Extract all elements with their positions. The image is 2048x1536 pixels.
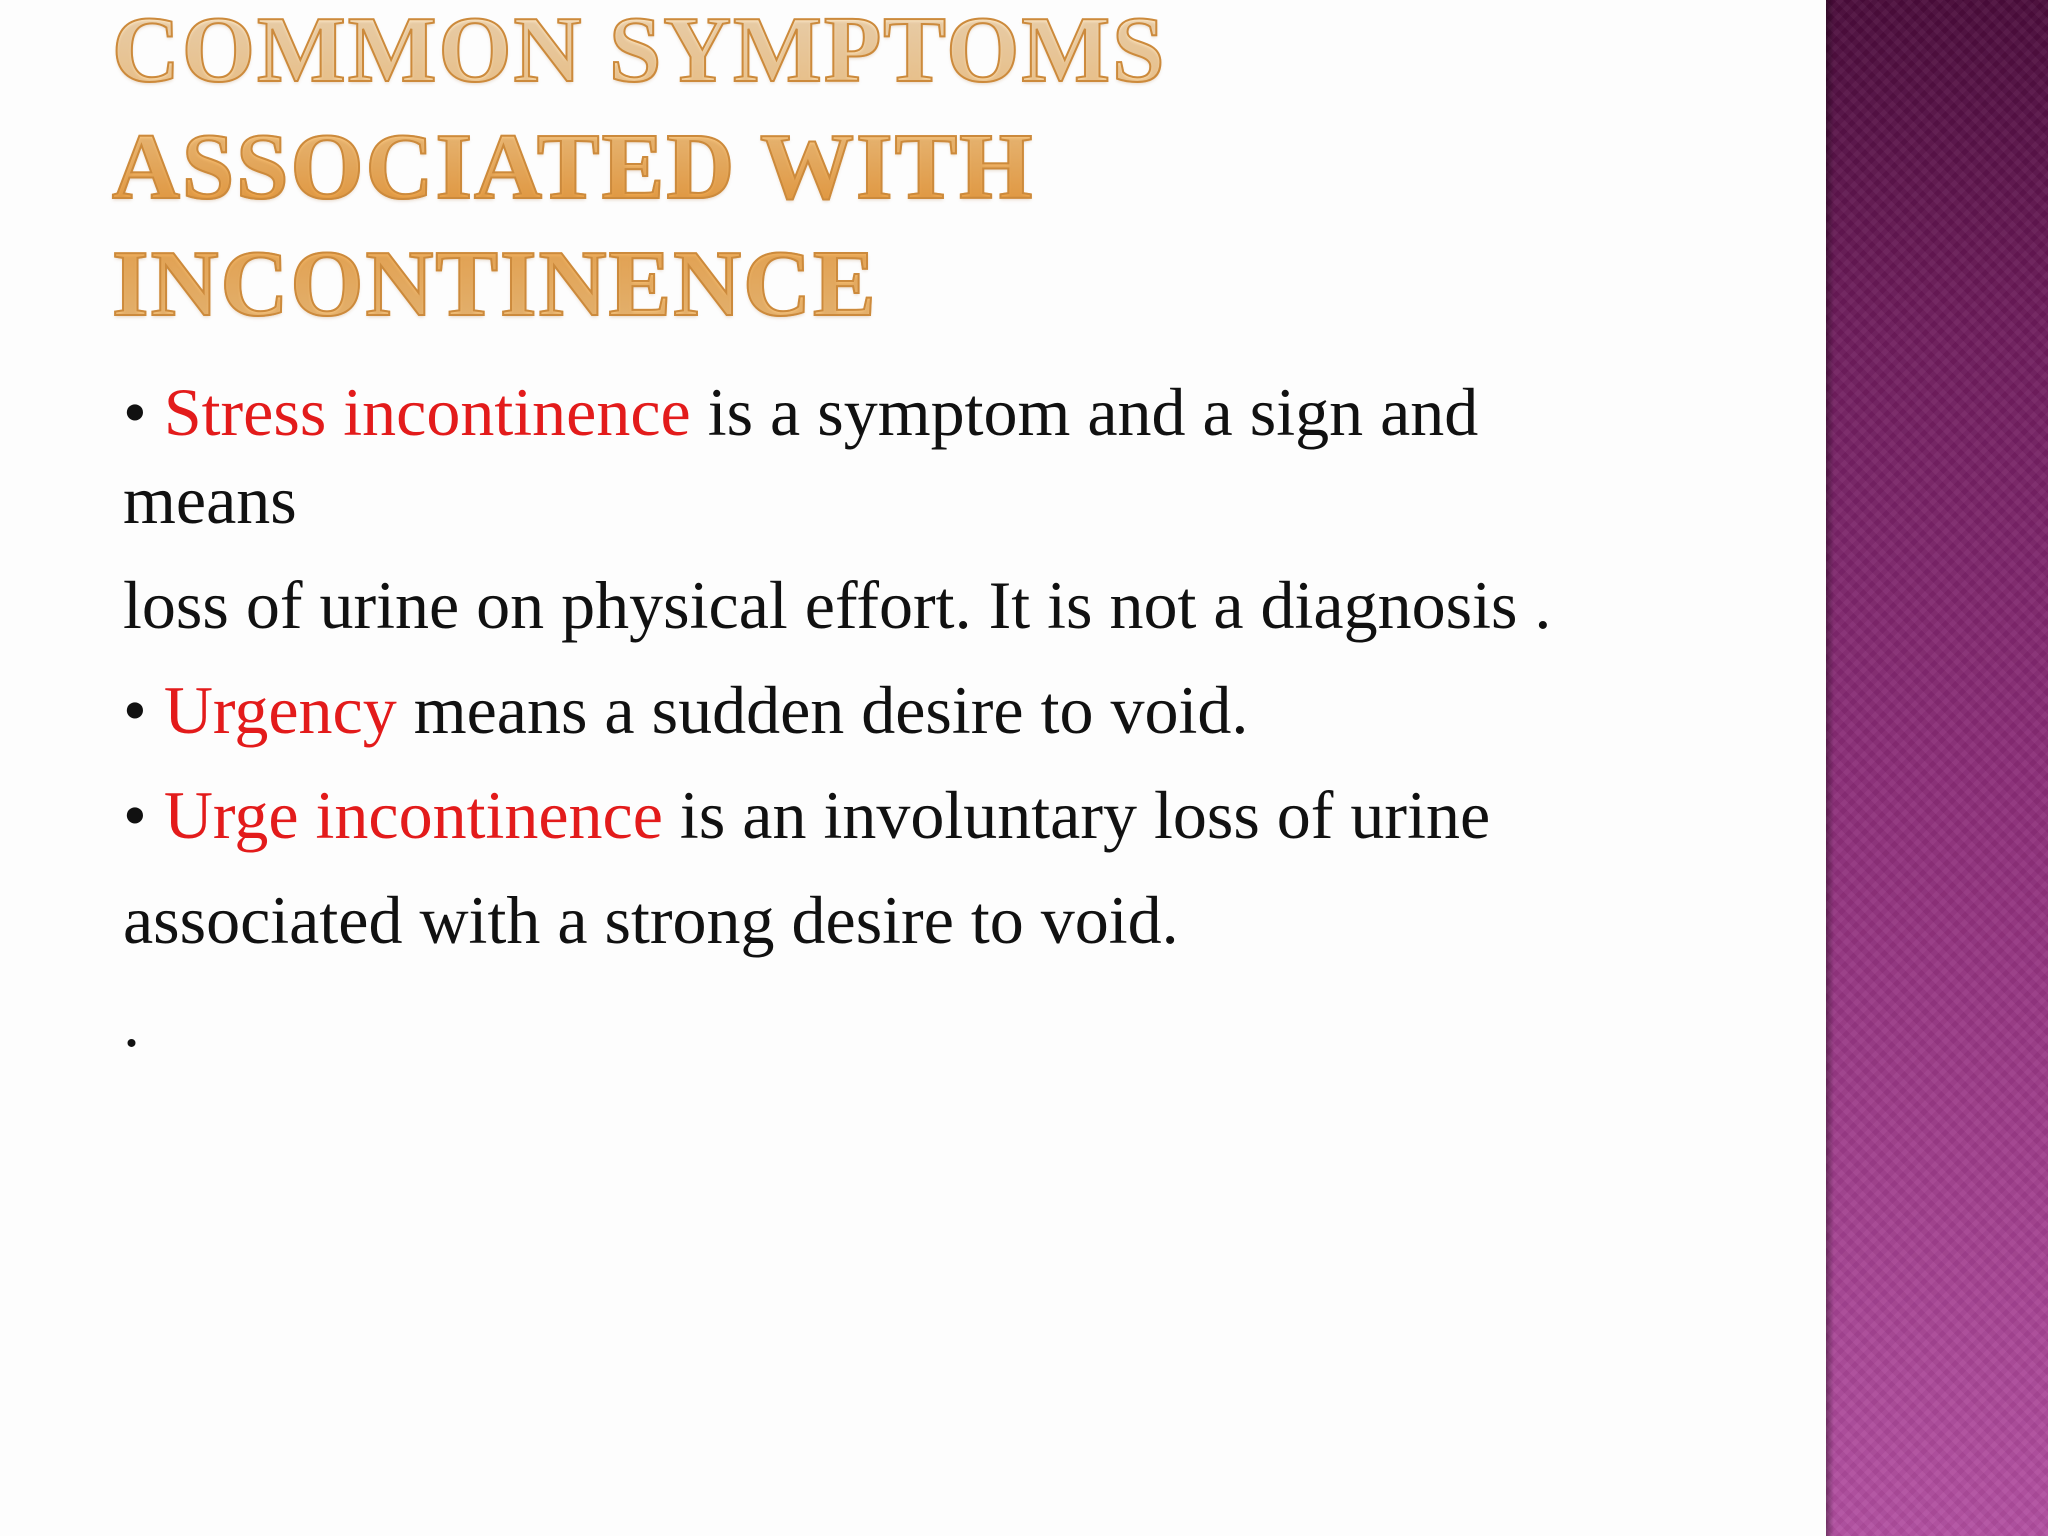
definition-text: means a sudden desire to void. — [396, 672, 1249, 748]
title-line-3: INCONTINENCE — [112, 232, 878, 336]
body-line-loss-of-urine: loss of urine on physical effort. It is not a diagnosis . — [123, 567, 1552, 643]
bullet-stress-incontinence — [123, 372, 1478, 452]
slide-title — [112, 0, 1166, 343]
bullet-marker: • — [123, 374, 164, 450]
definition-text: is an involuntary loss of urine — [662, 777, 1491, 853]
bullet-urgency — [123, 670, 1248, 750]
bullet-marker: • — [123, 672, 164, 748]
term-urge-incontinence: Urge incontinence — [163, 777, 663, 853]
term-urgency: Urgency — [163, 672, 397, 748]
term-stress-incontinence: Stress incontinence — [163, 374, 691, 450]
title-line-1: COMMON SYMPTOMS — [112, 0, 1167, 102]
band-texture — [1826, 0, 2048, 1536]
body-line-period: . — [123, 985, 140, 1061]
title-line-2: ASSOCIATED WITH — [112, 115, 1035, 219]
bullet-marker: • — [123, 777, 164, 853]
body-line-associated: associated with a strong desire to void. — [123, 882, 1179, 958]
decorative-side-band — [1826, 0, 2048, 1536]
bullet-urge-incontinence — [123, 775, 1490, 855]
band-shadow-edge — [1826, 0, 1834, 1536]
body-line-means: means — [123, 462, 297, 538]
definition-text: is a symptom and a sign and — [690, 374, 1479, 450]
